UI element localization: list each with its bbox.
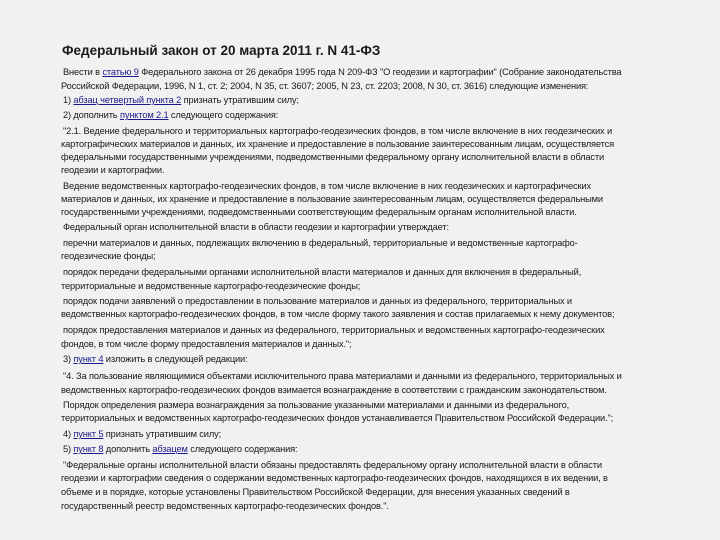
text-segment: порядок предоставления материалов и данных из федерального, территориальных и ведомственных картографо-геодезических	[63, 325, 605, 335]
paragraph-line	[63, 126, 612, 136]
text-segment: федеральными государственными учреждениями, подведомственными федеральному органу исполнительной власти в области	[61, 152, 605, 162]
paragraph-line	[63, 460, 602, 470]
paragraph-line	[63, 429, 221, 439]
paragraph-line	[61, 281, 360, 291]
text-segment: ведомственных картографо-геодезических фондов взимается вознаграждение в соответствии с гражданским законодательством.	[61, 385, 607, 395]
paragraph-line	[63, 67, 621, 77]
paragraph-line	[61, 487, 570, 497]
text-segment: материалов и данных, их хранение и предоставление в пользование заинтересованным лицам, осуществляется федеральными	[61, 194, 603, 204]
text-segment: признать утратившим силу;	[181, 95, 299, 105]
text-segment: ведомственных картографо-геодезических фондов, в том числе форму такого заявления и состав прилагаемых к нему документов;	[61, 309, 615, 319]
text-segment: Российской Федерации, 1996, N 1, ст. 2; 2004, N 35, ст. 3607; 2005, N 23, ст. 2203; 2008, N 30, ст. 3616) следующие изменения:	[61, 81, 589, 91]
paragraph-line	[63, 296, 572, 306]
text-segment: геодезии и картографии сведения о содержании ведомственных картографо-геодезических фондов, находящихся в их ведении, в	[61, 473, 608, 483]
text-segment: "4. За пользование являющимися объектами исключительного права материалами и данными из федерального, территориальных и	[63, 371, 622, 381]
paragraph-line	[61, 309, 614, 319]
text-segment: геодезии и картографии.	[61, 165, 165, 175]
reference-link[interactable]: абзацем	[152, 444, 188, 454]
paragraph-line	[63, 110, 278, 120]
text-segment: изложить в следующей редакции:	[103, 354, 248, 364]
text-segment: следующего содержания:	[187, 444, 298, 454]
reference-link[interactable]: статью 9	[102, 67, 139, 77]
text-segment: территориальных и ведомственных картографо-геодезических фондов устанавливается Правительством Российской Федерации.";	[61, 413, 614, 423]
paragraph-line	[63, 354, 248, 364]
paragraph-line	[61, 413, 613, 423]
paragraph-line	[61, 139, 614, 149]
text-segment: 5)	[63, 444, 74, 454]
text-segment: порядок подачи заявлений о предоставлении в пользование материалов и данных из федерального, территориальных и	[63, 296, 572, 306]
paragraph-line	[63, 371, 622, 381]
text-segment: 2) дополнить	[63, 110, 120, 120]
text-segment: Федеральный орган исполнительной власти в области геодезии и картографии утверждает:	[63, 222, 449, 232]
text-segment: дополнить	[103, 444, 153, 454]
paragraph-line	[61, 473, 608, 483]
text-segment: фондов, в том числе форму предоставления материалов и данных.";	[61, 339, 352, 349]
paragraph-line	[63, 95, 299, 105]
text-segment: признать утратившим силу;	[103, 429, 222, 439]
text-segment: "2.1. Ведение федерального и территориальных картографо-геодезических фондов, в том числе включение в них геодезических и	[63, 126, 612, 136]
paragraph-line	[63, 267, 581, 277]
text-segment: Порядок определения размера вознаграждения за пользование указанными материалами и данными из федерального,	[63, 400, 570, 410]
text-segment: 1)	[63, 95, 74, 105]
reference-link[interactable]: пунктом 2.1	[119, 110, 169, 120]
document-title: Федеральный закон от 20 марта 2011 г. N 41-ФЗ	[62, 43, 381, 58]
paragraph-line	[61, 152, 604, 162]
paragraph-line	[61, 251, 156, 261]
paragraph-line	[61, 165, 164, 175]
paragraph-line	[63, 444, 298, 454]
text-segment: 3)	[63, 354, 74, 364]
paragraph-line	[63, 238, 578, 248]
text-segment: государственными учреждениями, подведомственными соответствующим федеральным органам исполнительной власти.	[61, 207, 577, 217]
paragraph-line	[63, 222, 449, 232]
text-segment: порядок передачи федеральными органами исполнительной власти материалов и данных для включения в федеральный,	[63, 267, 582, 277]
text-segment: объеме и в порядке, которые установлены Правительством Российской Федерации, для внесения указанных сведений в	[61, 487, 570, 497]
paragraph-line	[63, 400, 569, 410]
reference-link[interactable]: пункт 8	[73, 444, 104, 454]
paragraph-line	[61, 501, 389, 511]
paragraph-line	[61, 81, 588, 91]
paragraph-line	[63, 181, 591, 191]
text-segment: Федерального закона от 26 декабря 1995 года N 209-ФЗ "О геодезии и картографии" (Собрание законодательства	[138, 67, 622, 77]
reference-link[interactable]: пункт 4	[73, 354, 104, 364]
text-segment: государственный реестр ведомственных картографо-геодезических фондов.".	[61, 501, 389, 511]
text-segment: Ведение ведомственных картографо-геодезических фондов, в том числе включение в них геодезических и картографических	[63, 181, 591, 191]
paragraph-line	[61, 194, 603, 204]
paragraph-line	[61, 207, 577, 217]
text-segment: картографических материалов и данных, их хранение и предоставление в пользование заинтересованным лицам, осуществляется	[61, 139, 615, 149]
text-segment: "Федеральные органы исполнительной власти обязаны предоставлять федеральному органу исполнительной власти в области	[63, 460, 602, 470]
paragraph-line	[63, 325, 605, 335]
text-segment: 4)	[63, 429, 74, 439]
reference-link[interactable]: пункт 5	[73, 429, 104, 439]
text-segment: геодезические фонды;	[61, 251, 156, 261]
text-segment: Внести в	[63, 67, 103, 77]
paragraph-line	[61, 339, 351, 349]
text-segment: территориальные и ведомственные картографо-геодезические фонды;	[61, 281, 361, 291]
paragraph-line	[61, 385, 607, 395]
text-segment: перечни материалов и данных, подлежащих включению в федеральный, территориальные и ведомственные картографо-	[63, 238, 578, 248]
text-segment: следующего содержания:	[168, 110, 279, 120]
reference-link[interactable]: абзац четвертый пункта 2	[73, 95, 182, 105]
